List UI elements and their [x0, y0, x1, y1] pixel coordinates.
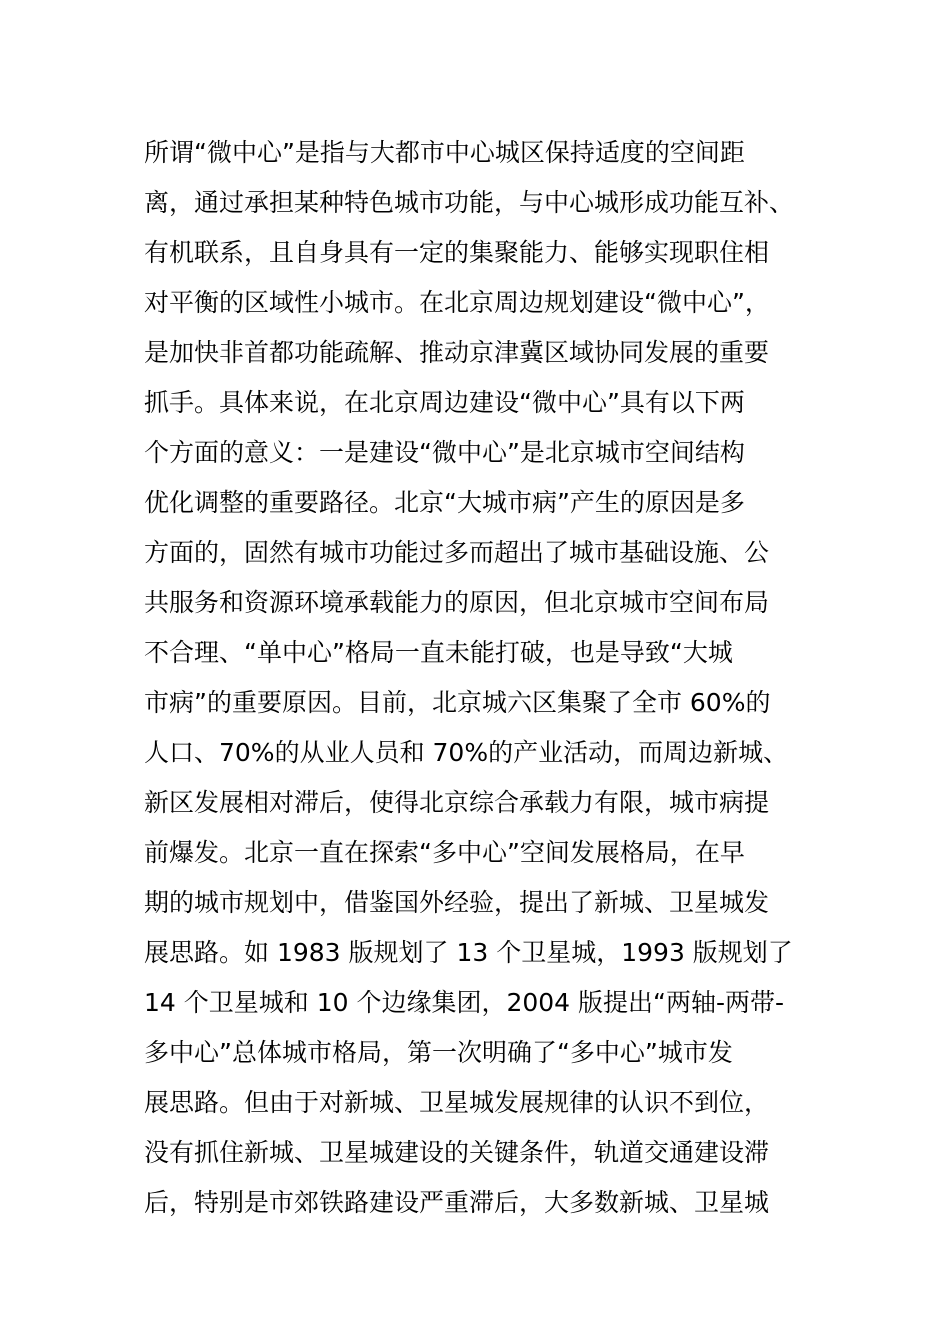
text-line: 是加快非首都功能疏解、推动京津冀区域协同发展的重要 — [144, 338, 770, 367]
text-line: 新区发展相对滞后，使得北京综合承载力有限，城市病提 — [144, 788, 770, 817]
text-line: 没有抓住新城、卫星城建设的关键条件，轨道交通建设滞 — [144, 1138, 770, 1167]
text-line: 14 个卫星城和 10 个边缘集团，2004 版提出“两轴-两带- — [144, 988, 785, 1017]
body-paragraph — [144, 128, 804, 1228]
text-line: 共服务和资源环境承载能力的原因，但北京城市空间布局 — [144, 588, 770, 617]
text-line: 多中心”总体城市格局，第一次明确了“多中心”城市发 — [144, 1038, 733, 1067]
text-line: 个方面的意义：一是建设“微中心”是北京城市空间结构 — [144, 438, 745, 467]
text-line: 人口、70%的从业人员和 70%的产业活动，而周边新城、 — [144, 738, 789, 767]
text-line: 展思路。但由于对新城、卫星城发展规律的认识不到位， — [144, 1088, 770, 1117]
text-line: 所谓“微中心”是指与大都市中心城区保持适度的空间距 — [144, 138, 745, 167]
text-line: 前爆发。北京一直在探索“多中心”空间发展格局，在早 — [144, 838, 745, 867]
text-line: 对平衡的区域性小城市。在北京周边规划建设“微中心”， — [144, 288, 770, 317]
text-line: 市病”的重要原因。目前，北京城六区集聚了全市 60%的 — [144, 688, 771, 717]
text-line: 期的城市规划中，借鉴国外经验，提出了新城、卫星城发 — [144, 888, 770, 917]
text-line: 离，通过承担某种特色城市功能，与中心城形成功能互补、 — [144, 188, 795, 217]
text-line: 抓手。具体来说，在北京周边建设“微中心”具有以下两 — [144, 388, 745, 417]
text-line: 不合理、“单中心”格局一直未能打破，也是导致“大城 — [144, 638, 733, 667]
text-line: 有机联系，且自身具有一定的集聚能力、能够实现职住相 — [144, 238, 770, 267]
text-line: 展思路。如 1983 版规划了 13 个卫星城，1993 版规划了 — [144, 938, 793, 967]
text-line: 优化调整的重要路径。北京“大城市病”产生的原因是多 — [144, 488, 745, 517]
text-line: 后，特别是市郊铁路建设严重滞后，大多数新城、卫星城 — [144, 1188, 770, 1217]
text-line: 方面的，固然有城市功能过多而超出了城市基础设施、公 — [144, 538, 770, 567]
